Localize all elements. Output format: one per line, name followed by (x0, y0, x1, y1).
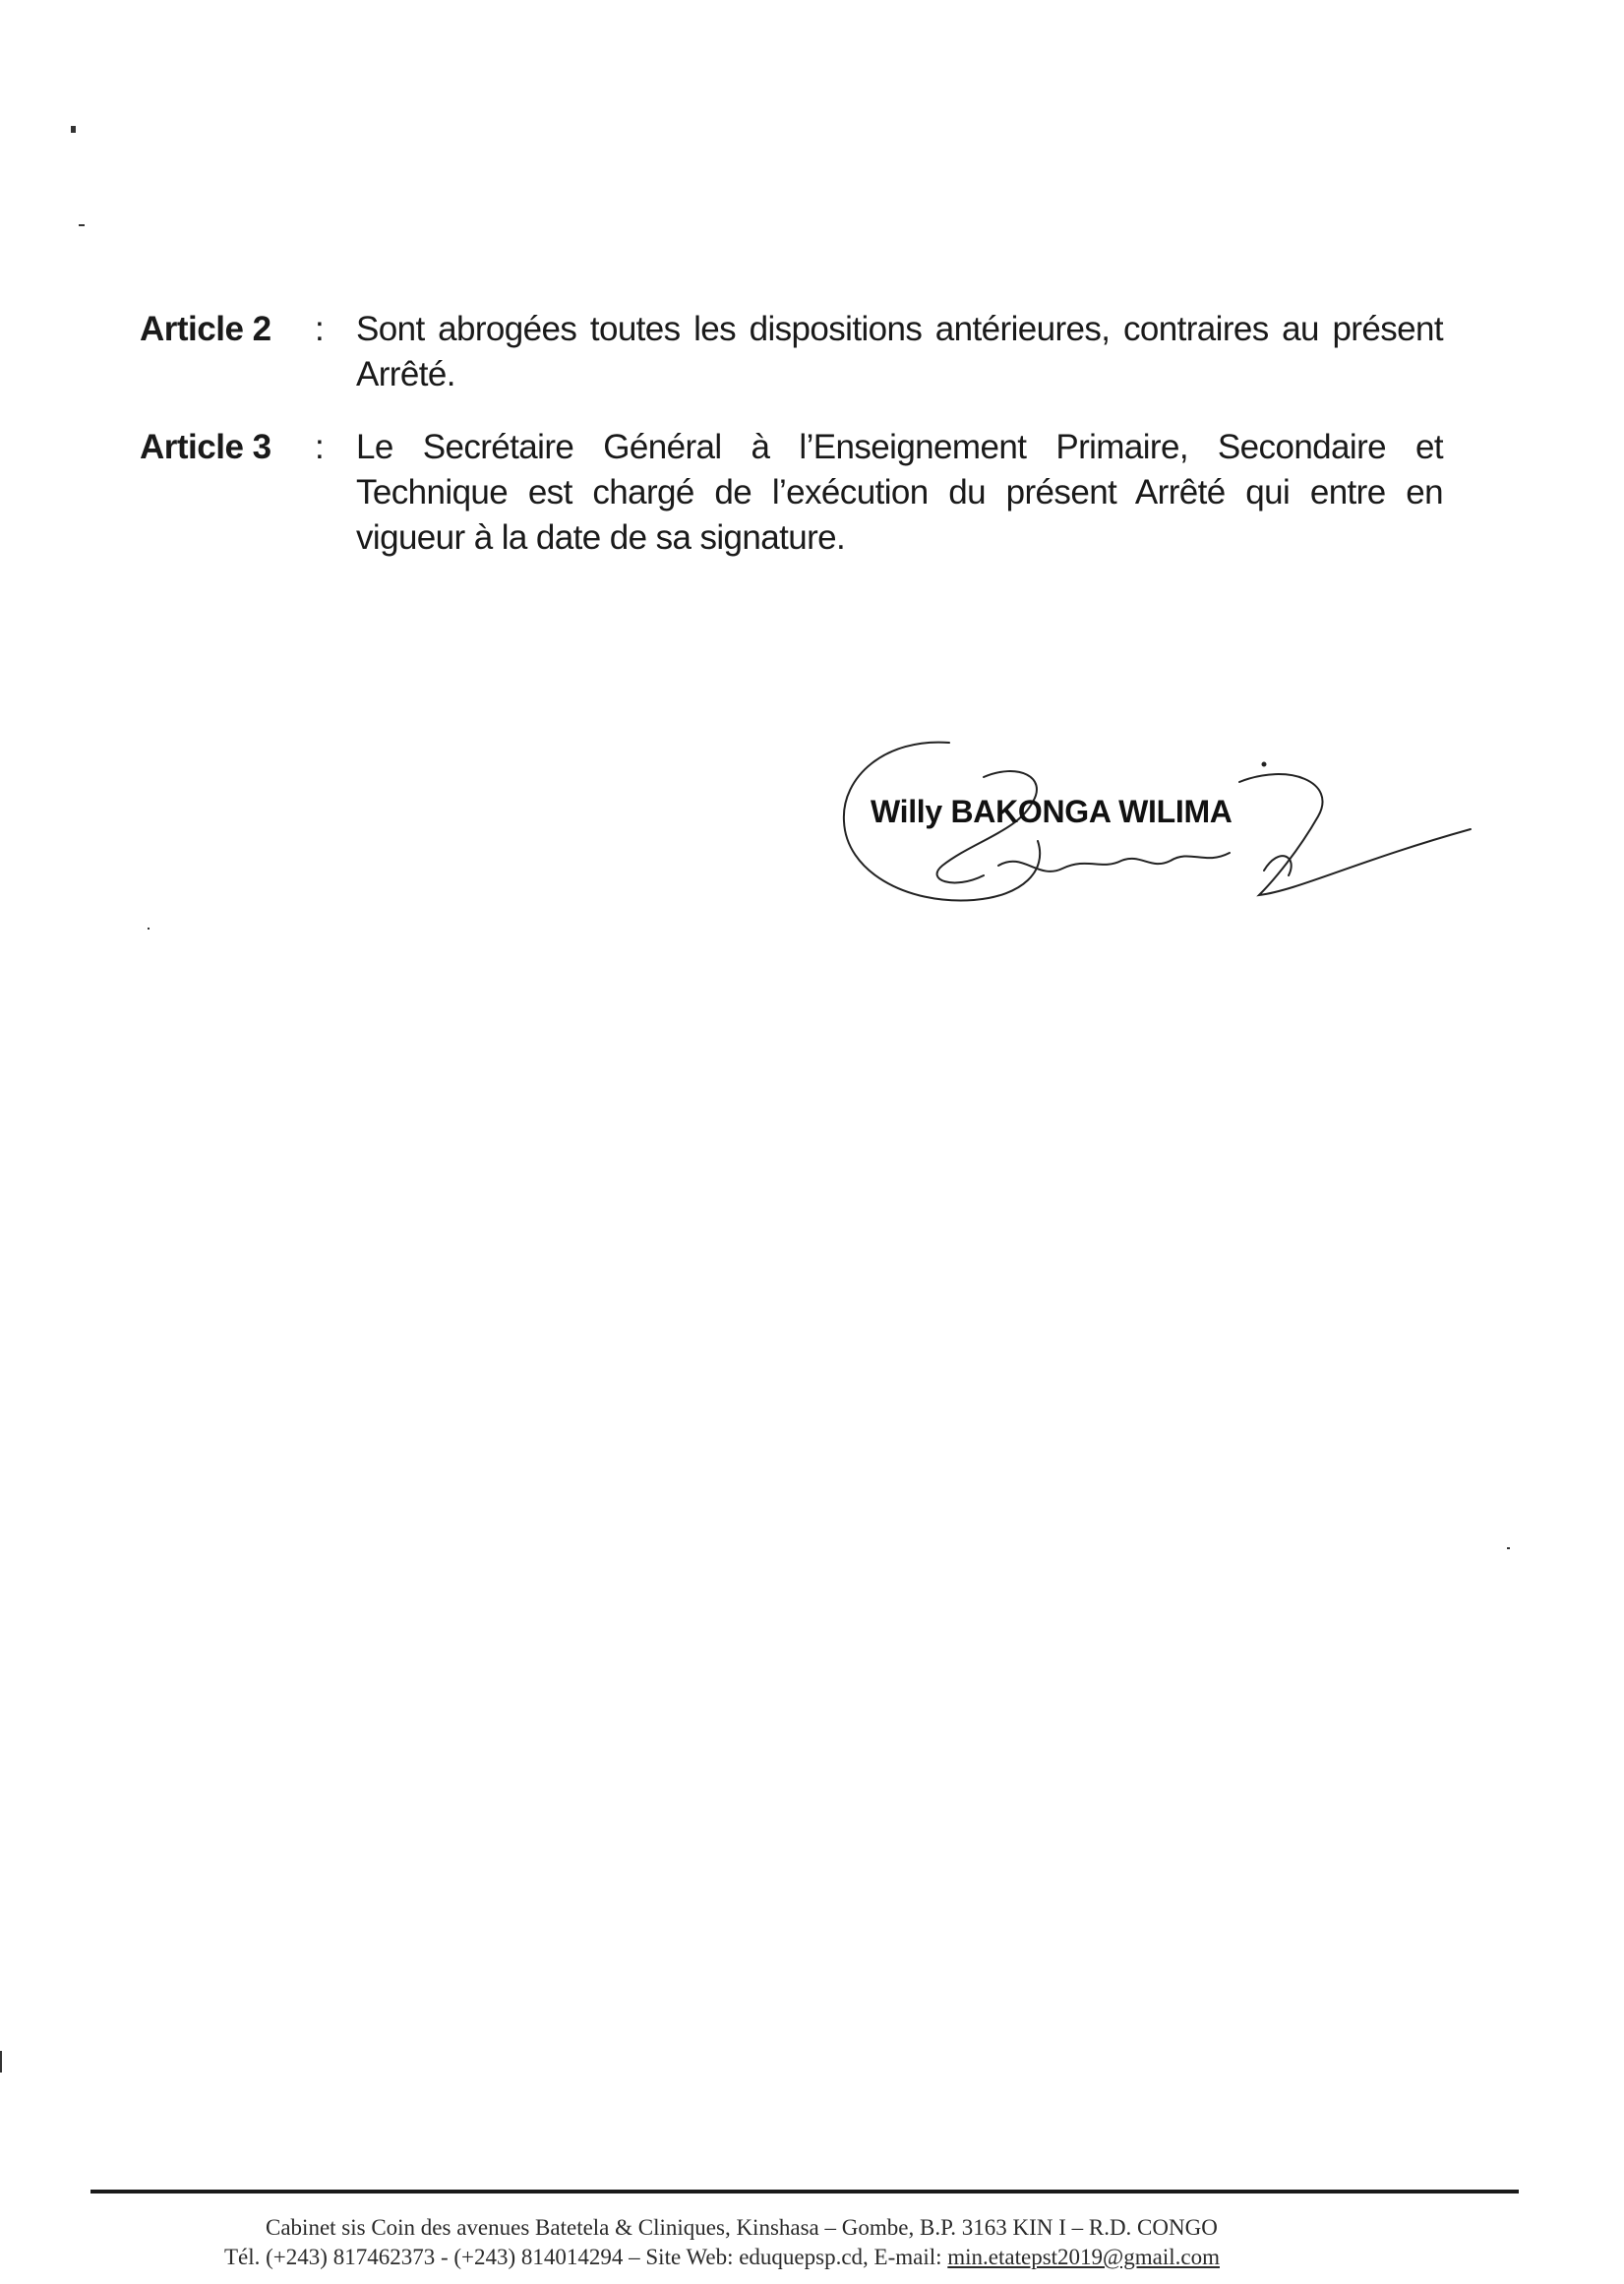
scan-edge-mark (0, 2051, 2, 2073)
footer-divider (90, 2190, 1519, 2194)
scan-speck (1507, 1547, 1510, 1549)
article-separator: : (315, 310, 325, 348)
scan-speck (148, 928, 150, 930)
footer-contact-line (224, 2243, 1220, 2272)
footer-email-link[interactable]: min.etatepst2019@gmail.com (947, 2245, 1220, 2269)
article-3 (140, 425, 1443, 563)
signature-block (826, 723, 1485, 920)
article-text: Le Secrétaire Général à l’Enseignement Primaire, Secondaire et Technique est chargé de l’exécution du présent Arrêté qui entre en vigueur à la date de sa signature. (356, 428, 1443, 557)
footer-address: Cabinet sis Coin des avenues Batetela & Cliniques, Kinshasa – Gombe, B.P. 3163 KIN I – R.D. CONGO (266, 2215, 1218, 2240)
signatory-name: Willy BAKONGA WILIMA (871, 794, 1233, 829)
article-label: Article 2 (140, 310, 271, 348)
article-label: Article 3 (140, 428, 271, 466)
article-separator: : (315, 428, 325, 466)
article-2 (140, 307, 1443, 400)
article-text: Sont abrogées toutes les dispositions antérieures, contraires au présent Arrêté. (356, 310, 1443, 393)
scan-speck (71, 126, 76, 133)
scan-speck (79, 224, 85, 226)
footer-contact: Tél. (+243) 817462373 - (+243) 814014294 – Site Web: eduquepsp.cd, E-mail: (224, 2245, 948, 2269)
